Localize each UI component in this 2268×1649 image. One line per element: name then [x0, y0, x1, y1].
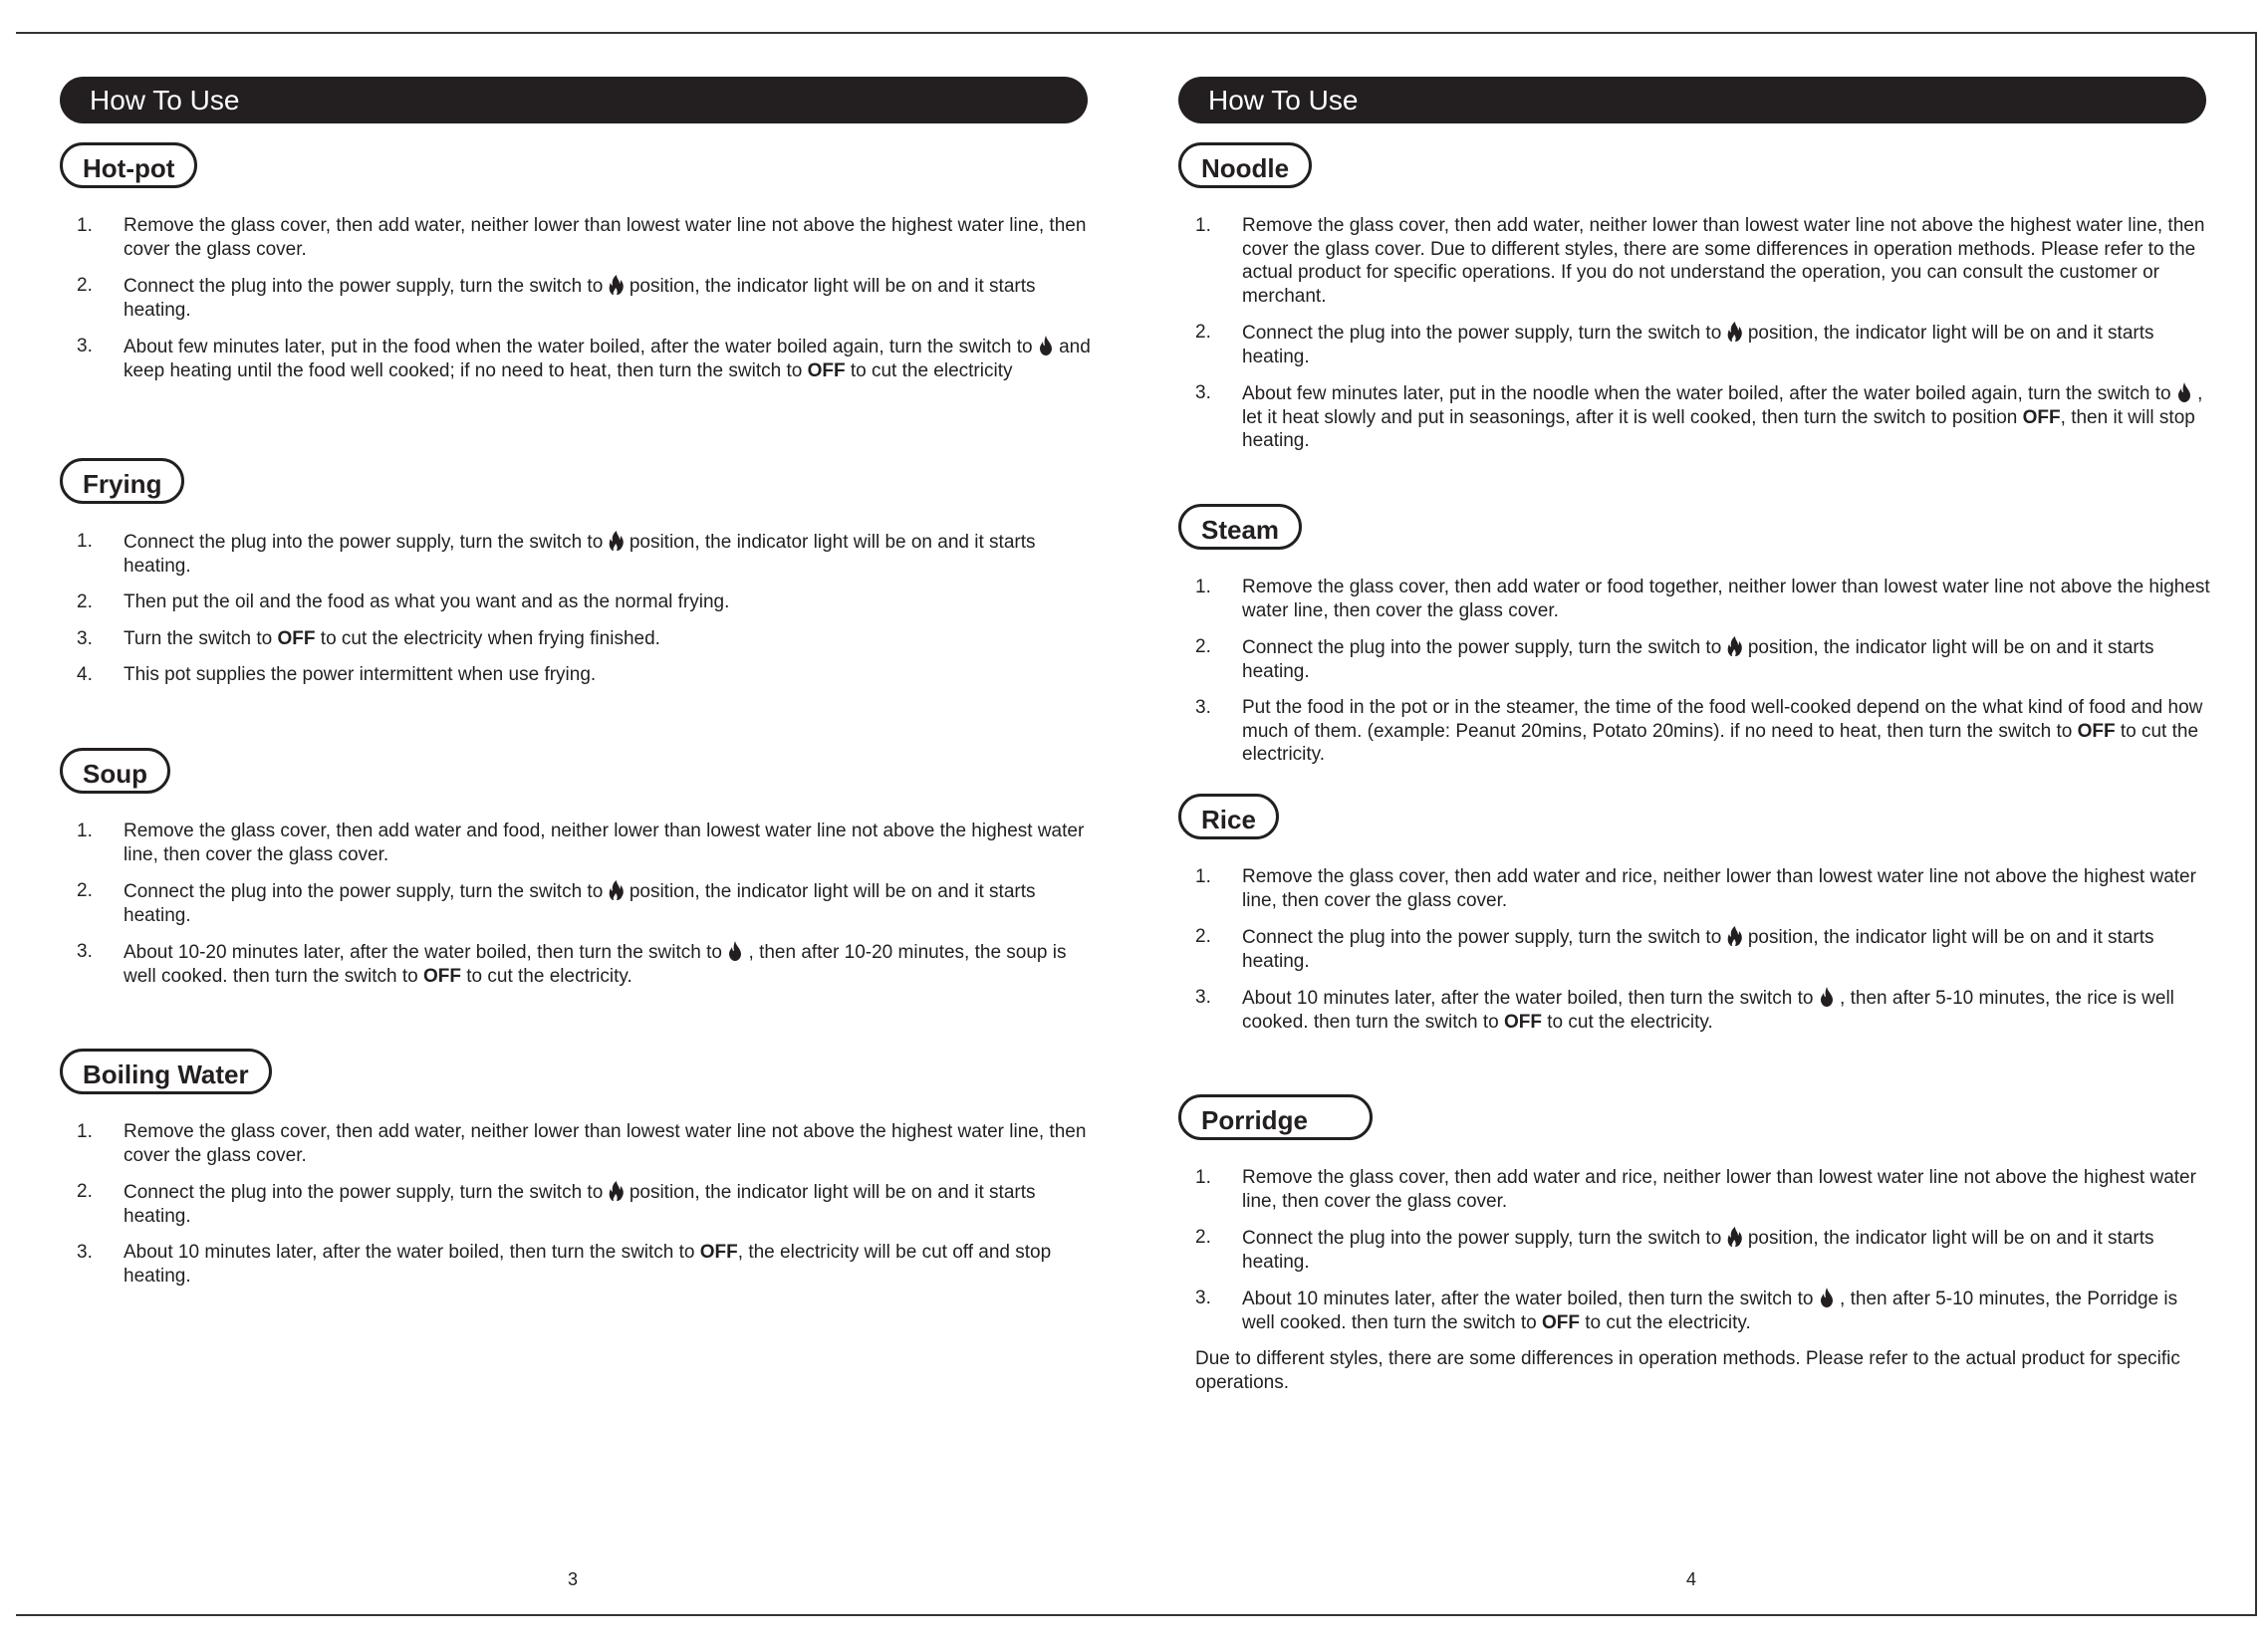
- step-list: [1178, 576, 2214, 767]
- double-flame-icon: [1727, 321, 1743, 343]
- section-steam: [1178, 504, 2214, 780]
- step-item: 2. Connect the plug into the power supply, turn the switch to position, the indicator light will be on and it starts heating.: [77, 1181, 1036, 1227]
- step-item: 2. Connect the plug into the power supply, turn the switch to position, the indicator light will be on and it starts heating.: [1195, 636, 2154, 682]
- section-soup: [60, 748, 1096, 1001]
- step-list: [1178, 1166, 2214, 1334]
- step-list: [1178, 865, 2214, 1034]
- step-item: 2. Connect the plug into the power supply, turn the switch to position, the indicator light will be on and it starts heating.: [1195, 926, 2154, 972]
- step-item: 3. About 10 minutes later, after the water boiled, then turn the switch to , then after 5-10 minutes, the Porridge is well cooked. then turn the switch to OFF to cut the electricity.: [1195, 1288, 2178, 1333]
- section-title: Soup: [60, 748, 170, 794]
- section-title: Rice: [1178, 794, 1279, 839]
- double-flame-icon: [609, 879, 625, 901]
- section-porridge: [1178, 1094, 2214, 1394]
- single-flame-icon: [1819, 986, 1835, 1008]
- page-banner: How To Use: [60, 77, 1088, 123]
- section-hotpot: [60, 142, 1096, 395]
- step-item: 1. Remove the glass cover, then add water and food, neither lower than lowest water line not above the highest water line, then cover the glass cover.: [77, 821, 1085, 865]
- step-item: 3. About few minutes later, put in the noodle when the water boiled, after the water boiled again, turn the switch to , let it heat slowly and put in seasonings, after it is well cooked, then turn the switch to position OFF, then it will stop heating.: [1195, 382, 2203, 451]
- section-title: Porridge: [1178, 1094, 1373, 1140]
- step-item: 2. Connect the plug into the power supply, turn the switch to position, the indicator light will be on and it starts heating.: [77, 275, 1036, 321]
- step-item: 3. About 10 minutes later, after the water boiled, then turn the switch to , then after 5-10 minutes, the rice is well cooked. then turn the switch to OFF to cut the electricity.: [1195, 987, 2174, 1033]
- step-item: 2. Then put the oil and the food as what you want and as the normal frying.: [77, 591, 730, 612]
- step-item: 3. About 10-20 minutes later, after the water boiled, then turn the switch to , then after 10-20 minutes, the soup is well cooked. then turn the switch to OFF to cut the electricity.: [77, 941, 1067, 987]
- section-rice: [1178, 794, 2214, 1047]
- step-item: 3. Put the food in the pot or in the steamer, the time of the food well-cooked depend on the what kind of food and how much of them. (example: Peanut 20mins, Potato 20mins). if no need to heat, then turn the switch to OFF to cut the electricity.: [1195, 697, 2203, 765]
- section-title: Hot-pot: [60, 142, 197, 188]
- step-item: 1. Remove the glass cover, then add water, neither lower than lowest water line not above the highest water line, then cover the glass cover.: [77, 215, 1087, 260]
- section-boiling-water: [60, 1049, 1096, 1300]
- step-item: 1. Remove the glass cover, then add water or food together, neither lower than lowest water line not above the highest water line, then cover the glass cover.: [1195, 577, 2210, 621]
- double-flame-icon: [609, 274, 625, 296]
- double-flame-icon: [1727, 635, 1743, 657]
- step-item: 1. Remove the glass cover, then add water and rice, neither lower than lowest water line not above the highest water line, then cover the glass cover.: [1195, 1167, 2196, 1212]
- section-frying: [60, 458, 1096, 700]
- section-title: Frying: [60, 458, 184, 504]
- double-flame-icon: [609, 1180, 625, 1202]
- step-item: 2. Connect the plug into the power supply, turn the switch to position, the indicator light will be on and it starts heating.: [1195, 1227, 2154, 1273]
- step-item: 3. About few minutes later, put in the food when the water boiled, after the water boiled again, turn the switch to and keep heating until the food well cooked; if no need to heat, then turn the switch to OFF to cut the electricity: [77, 336, 1091, 381]
- step-item: 1. Remove the glass cover, then add water, neither lower than lowest water line not above the highest water line, then cover the glass cover. Due to different styles, there are some differences in operation methods. Please refer to the actual product for specific operations. If you do not understand the operation, you can consult the customer or merchant.: [1195, 215, 2205, 307]
- page-banner: How To Use: [1178, 77, 2206, 123]
- step-item: 2. Connect the plug into the power supply, turn the switch to position, the indicator light will be on and it starts heating.: [1195, 322, 2154, 367]
- right-border-line: [2255, 32, 2257, 1616]
- step-item: 1. Remove the glass cover, then add water and rice, neither lower than lowest water line not above the highest water line, then cover the glass cover.: [1195, 866, 2196, 911]
- step-item: 3. Turn the switch to OFF to cut the electricity when frying finished.: [77, 627, 660, 649]
- section-title: Boiling Water: [60, 1049, 272, 1094]
- section-noodle: [1178, 142, 2214, 466]
- step-item: 2. Connect the plug into the power supply, turn the switch to position, the indicator light will be on and it starts heating.: [77, 880, 1036, 926]
- page-left: [60, 0, 1096, 1649]
- step-list: [60, 530, 1096, 687]
- step-list: [60, 214, 1096, 382]
- double-flame-icon: [1727, 1226, 1743, 1248]
- page-number: 3: [567, 1569, 578, 1589]
- double-flame-icon: [1727, 925, 1743, 947]
- page-right: [1178, 0, 2214, 1649]
- single-flame-icon: [1819, 1287, 1835, 1308]
- step-item: 3. About 10 minutes later, after the water boiled, then turn the switch to OFF, the electricity will be cut off and stop heating.: [77, 1242, 1052, 1287]
- step-list: [60, 820, 1096, 988]
- single-flame-icon: [2176, 381, 2192, 403]
- section-title: Noodle: [1178, 142, 1312, 188]
- single-flame-icon: [727, 940, 743, 962]
- step-item: 1. Connect the plug into the power supply, turn the switch to position, the indicator light will be on and it starts heating.: [77, 531, 1036, 577]
- double-flame-icon: [609, 530, 625, 552]
- step-list: [1178, 214, 2214, 453]
- step-item: 4. This pot supplies the power intermittent when use frying.: [77, 664, 597, 685]
- closing-note: Due to different styles, there are some differences in operation methods. Please refer to the actual product for specific operations.: [1195, 1348, 2180, 1393]
- page-number: 4: [1685, 1569, 1696, 1589]
- step-item: 1. Remove the glass cover, then add water, neither lower than lowest water line not above the highest water line, then cover the glass cover.: [77, 1121, 1087, 1166]
- section-title: Steam: [1178, 504, 1302, 550]
- step-list: [60, 1120, 1096, 1288]
- single-flame-icon: [1038, 335, 1054, 356]
